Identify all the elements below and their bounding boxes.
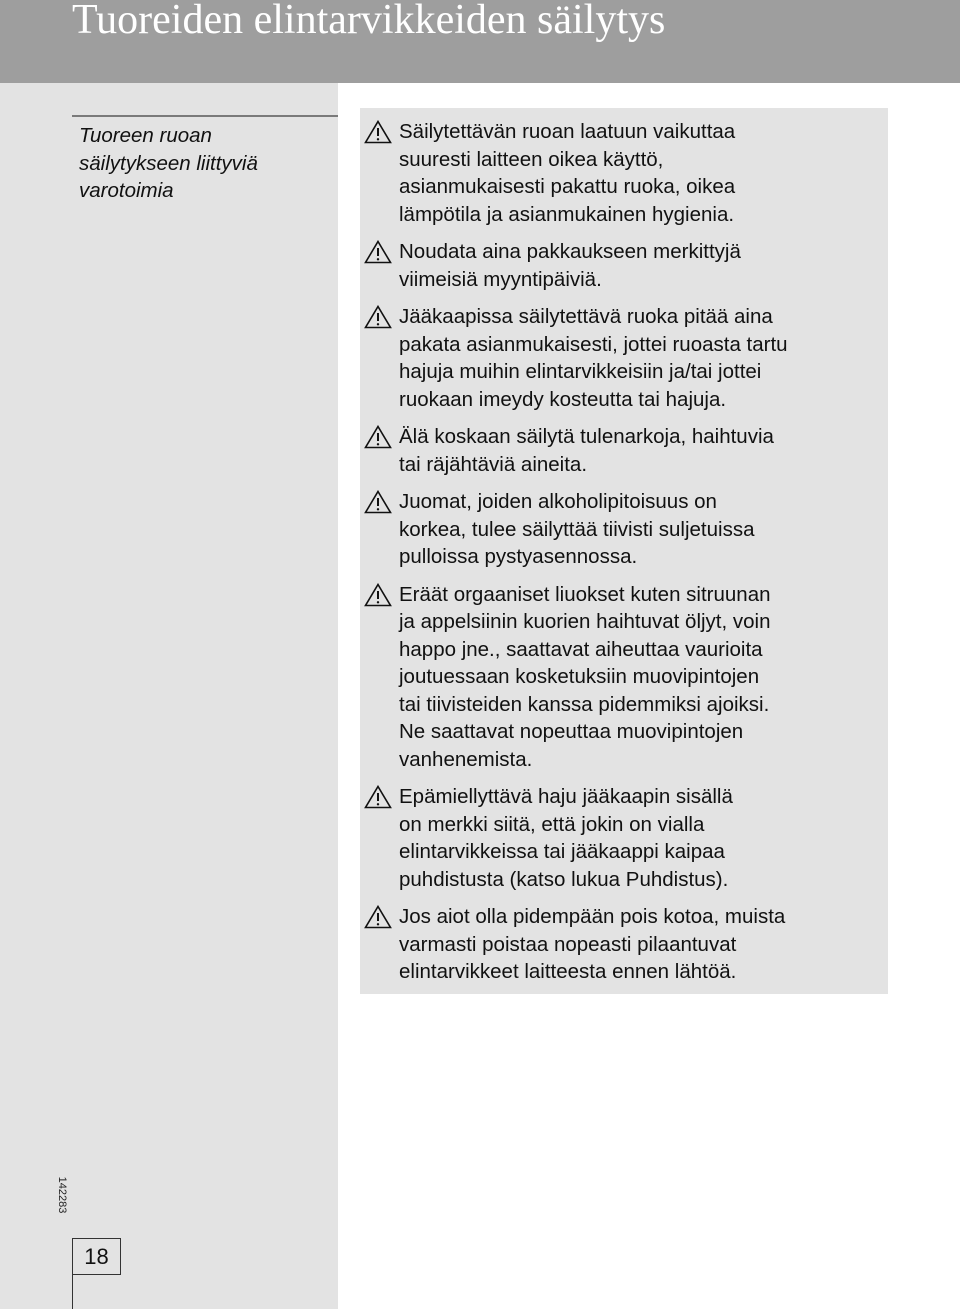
warning-triangle-icon (364, 305, 392, 329)
warning-text-line: lämpötila ja asianmukainen hygienia. (399, 202, 735, 226)
sidebar (0, 83, 338, 1309)
header-band (0, 0, 960, 83)
page-number-box (72, 1238, 121, 1275)
warning-text-line: Epämiellyttävä haju jääkaapin sisällä (399, 785, 733, 808)
warning-text-line: Ne saattavat nopeuttaa muovipintojen (399, 720, 744, 743)
warning-item (360, 303, 888, 413)
section-heading-line: Tuoreen ruoan (79, 124, 212, 147)
warning-text (399, 238, 888, 293)
warning-item (360, 423, 888, 478)
warning-text-line: pulloissa pystyasennossa. (399, 545, 638, 568)
warning-text (399, 303, 888, 413)
warning-item (360, 118, 888, 228)
warning-text-line: Juomat, joiden alkoholipitoisuus on (399, 490, 717, 513)
warning-text-line: tai tiivisteiden kanssa pidemmiksi ajoiksi. (399, 692, 770, 716)
warning-text (399, 581, 888, 774)
warning-text-line: Säilytettävän ruoan laatuun vaikuttaa (399, 120, 736, 143)
warning-text-line: tai räjähtäviä aineita. (399, 452, 588, 476)
warning-text-line: Älä koskaan säilytä tulenarkoja, haihtuvia (399, 425, 774, 448)
warning-text-line: puhdistusta (katso lukua Puhdistus). (399, 867, 729, 891)
warning-triangle-icon (364, 425, 392, 449)
warning-item (360, 238, 888, 293)
warning-text-line: Jos aiot olla pidempään pois kotoa, muista (399, 905, 786, 928)
warning-text-line: on merkki siitä, että jokin on vialla (399, 812, 705, 836)
warning-triangle-icon (364, 583, 392, 607)
warning-text-line: vanhenemista. (399, 747, 533, 771)
page-title: Tuoreiden elintarvikkeiden säilytys (72, 0, 666, 43)
warning-item (360, 581, 888, 774)
warning-text-line: suuresti laitteen oikea käyttö, (399, 147, 664, 171)
document-code: 142283 (56, 1176, 68, 1214)
warning-text-line: korkea, tulee säilyttää tiivisti suljetuissa (399, 517, 755, 541)
warning-text-line: elintarvikkeissa tai jääkaappi kaipaa (399, 840, 725, 863)
warning-triangle-icon (364, 490, 392, 514)
warning-triangle-icon (364, 905, 392, 929)
section-heading-line: varotoimia (79, 179, 174, 202)
warning-text-line: hajuja muihin elintarvikkeisiin ja/tai jottei (399, 360, 762, 383)
section-heading-line: säilytykseen liittyviä (79, 151, 258, 175)
warning-text (399, 783, 888, 893)
warning-text-line: joutuessaan kosketuksiin muovipintojen (399, 665, 760, 688)
warning-text-line: elintarvikkeet laitteesta ennen lähtöä. (399, 960, 737, 983)
warning-text-line: pakata asianmukaisesti, jottei ruoasta tartu (399, 332, 788, 356)
warning-item (360, 783, 888, 893)
warnings-list (360, 108, 888, 986)
warning-item (360, 488, 888, 571)
warning-text-line: varmasti poistaa nopeasti pilaantuvat (399, 932, 737, 956)
warning-text-line: viimeisiä myyntipäiviä. (399, 267, 602, 291)
warning-text (399, 423, 888, 478)
warning-text-line: Eräät orgaaniset liuokset kuten sitruunan (399, 582, 771, 606)
warning-text-line: ja appelsiinin kuorien haihtuvat öljyt, voin (399, 610, 771, 633)
warning-triangle-icon (364, 785, 392, 809)
warning-item (360, 903, 888, 986)
warning-text-line: happo jne., saattavat aiheuttaa vaurioita (399, 637, 763, 661)
page-number-rule (72, 1275, 73, 1309)
warning-text (399, 118, 888, 228)
warning-text (399, 488, 888, 571)
warning-text (399, 903, 888, 986)
sidebar-divider (72, 115, 338, 117)
warning-triangle-icon (364, 240, 392, 264)
warning-text-line: Jääkaapissa säilytettävä ruoka pitää aina (399, 305, 773, 328)
warning-text-line: asianmukaisesti pakattu ruoka, oikea (399, 175, 736, 198)
warning-text-line: ruokaan imeydy kosteutta tai hajuja. (399, 387, 727, 411)
warning-text-line: Noudata aina pakkaukseen merkittyjä (399, 240, 741, 263)
section-heading (79, 122, 329, 205)
warning-triangle-icon (364, 120, 392, 144)
page-number: 18 (84, 1243, 109, 1269)
warnings-panel (360, 108, 888, 994)
